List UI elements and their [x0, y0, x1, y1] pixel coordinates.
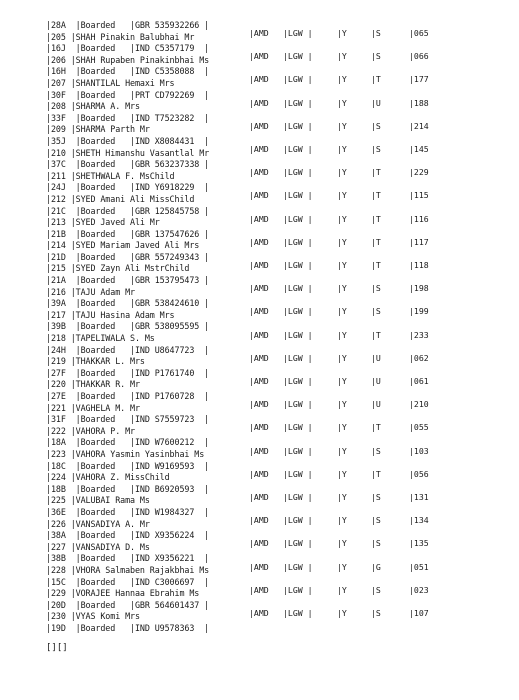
flight-cell-c4: |S: [371, 306, 381, 317]
flight-row: [249, 167, 449, 179]
flight-cell-c3: |Y: [337, 608, 347, 618]
flight-row: [249, 562, 449, 574]
flight-row: [249, 51, 449, 63]
passenger-name-line: |219 |THAKKAR L. Mrs: [46, 356, 145, 367]
flight-cell-c5: |118: [409, 260, 429, 270]
flight-row: [249, 515, 449, 527]
flight-cell-c1: |AMD: [249, 97, 269, 108]
flight-cell-c1: |AMD: [249, 28, 269, 38]
flight-cell-c2: |LGW |: [283, 167, 313, 178]
flight-row: [249, 492, 449, 504]
seat-status-line: |28A |Boarded |GBR 535932266 |: [46, 20, 210, 30]
flight-row: [249, 121, 449, 133]
flight-cell-c2: |LGW |: [283, 74, 313, 85]
flight-cell-c3: |Y: [337, 283, 347, 294]
flight-cell-c3: |Y: [337, 399, 347, 410]
flight-cell-c5: |065: [409, 28, 429, 38]
seat-status-line: |18B |Boarded |IND B6920593 |: [46, 483, 210, 494]
flight-cell-c4: |U: [371, 352, 381, 363]
flight-cell-c4: |S: [371, 28, 381, 38]
passenger-name-line: |229 |VORAJEE Hannaa Ebrahim Ms: [46, 588, 200, 599]
flight-cell-c3: |Y: [337, 74, 347, 85]
flight-row: [249, 585, 449, 597]
flight-cell-c4: |T: [371, 329, 381, 340]
flight-row: [249, 28, 449, 40]
flight-row: [249, 74, 449, 86]
flight-cell-c1: |AMD: [249, 422, 269, 433]
flight-cell-c3: |Y: [337, 492, 347, 502]
seat-status-line: |21C |Boarded |GBR 125845758 |: [46, 205, 210, 216]
flight-cell-c2: |LGW |: [283, 283, 313, 294]
seat-status-line: |39B |Boarded |GBR 538095595 |: [46, 321, 210, 332]
seat-status-line: |21D |Boarded |GBR 557249343 |: [46, 251, 210, 262]
flight-cell-c2: |LGW |: [283, 584, 313, 595]
seat-status-line: |15C |Boarded |IND C3006697 |: [46, 576, 210, 587]
flight-cell-c1: |AMD: [249, 352, 269, 363]
flight-cell-c1: |AMD: [249, 51, 269, 62]
flight-cell-c3: |Y: [337, 120, 347, 131]
flight-cell-c3: |Y: [337, 97, 347, 108]
flight-cell-c4: |T: [371, 74, 381, 85]
flight-cell-c1: |AMD: [249, 329, 269, 340]
flight-row: [249, 422, 449, 434]
flight-cell-c3: |Y: [337, 538, 347, 549]
passenger-name-line: |207 |SHANTILAL Hemaxi Mrs: [46, 77, 175, 88]
passenger-name-line: |216 |TAJU Adam Mr: [46, 286, 135, 297]
passenger-name-line: |206 |SHAH Rupaben Pinakinbhai Ms: [46, 54, 210, 65]
seat-status-line: |21A |Boarded |GBR 153795473 |: [46, 275, 210, 286]
flight-cell-c1: |AMD: [249, 190, 269, 201]
flight-cell-c2: |LGW |: [283, 515, 313, 526]
flight-cell-c4: |S: [371, 120, 381, 131]
flight-row: [249, 260, 449, 272]
passenger-name-line: |209 |SHARMA Parth Mr: [46, 124, 150, 135]
flight-cell-c5: |198: [409, 283, 429, 294]
flight-cell-c4: |S: [371, 608, 381, 618]
seat-status-line: |21B |Boarded |GBR 137547626 |: [46, 228, 210, 239]
flight-cell-c4: |T: [371, 213, 381, 224]
flight-cell-c4: |T: [371, 468, 381, 479]
flight-cell-c5: |135: [409, 538, 429, 549]
flight-cell-c2: |LGW |: [283, 236, 313, 247]
flight-row: [249, 376, 449, 388]
flight-row: [249, 214, 449, 226]
flight-cell-c3: |Y: [337, 51, 347, 62]
flight-cell-c3: |Y: [337, 190, 347, 201]
footer-mark: [][]: [46, 643, 68, 653]
flight-cell-c1: |AMD: [249, 468, 269, 479]
passenger-column: [46, 20, 251, 634]
flight-cell-c4: |T: [371, 190, 381, 201]
flight-cell-c2: |LGW |: [283, 51, 313, 62]
flight-cell-c1: |AMD: [249, 144, 269, 154]
flight-cell-c1: |AMD: [249, 399, 269, 410]
flight-cell-c4: |T: [371, 236, 381, 247]
flight-cell-c2: |LGW |: [283, 28, 313, 38]
flight-cell-c5: |062: [409, 352, 429, 363]
flight-cell-c5: |107: [409, 608, 429, 618]
flight-row: [249, 144, 449, 156]
flight-cell-c4: |S: [371, 538, 381, 549]
passenger-name-line: |211 |SHETHWALA F. MsChild: [46, 170, 175, 181]
passenger-name-line: |223 |VAHORA Yasmin Yasinbhai Ms: [46, 448, 205, 459]
flight-cell-c5: |210: [409, 399, 429, 410]
flight-cell-c3: |Y: [337, 329, 347, 340]
flight-cell-c2: |LGW |: [283, 445, 313, 456]
flight-row: [249, 353, 449, 365]
flight-cell-c1: |AMD: [249, 608, 269, 618]
flight-cell-c2: |LGW |: [283, 561, 313, 572]
flight-cell-c1: |AMD: [249, 515, 269, 526]
seat-status-line: |27E |Boarded |IND P1760728 |: [46, 391, 210, 401]
passenger-name-line: |215 |SYED Zayn Ali MstrChild: [46, 263, 190, 274]
flight-cell-c4: |S: [371, 51, 381, 62]
flight-cell-c1: |AMD: [249, 306, 269, 317]
flight-cell-c3: |Y: [337, 422, 347, 433]
flight-cell-c3: |Y: [337, 167, 347, 178]
flight-cell-c3: |Y: [337, 213, 347, 224]
flight-cell-c2: |LGW |: [283, 97, 313, 108]
flight-cell-c1: |AMD: [249, 561, 269, 572]
flight-cell-c4: |U: [371, 97, 381, 108]
flight-cell-c2: |LGW |: [283, 213, 313, 224]
flight-row: [249, 98, 449, 110]
seat-status-line: |24J |Boarded |IND Y6918229 |: [46, 182, 210, 193]
seat-status-line: |38A |Boarded |IND X9356224 |: [46, 530, 210, 541]
seat-status-line: |19D |Boarded |IND U9578363 |: [46, 622, 210, 633]
flight-cell-c2: |LGW |: [283, 399, 313, 410]
flight-cell-c1: |AMD: [249, 492, 269, 502]
passenger-name-line: |220 |THAKKAR R. Mr: [46, 379, 140, 390]
flight-row: [249, 399, 449, 411]
seat-status-line: |36E |Boarded |IND W1984327 |: [46, 506, 210, 517]
flight-cell-c1: |AMD: [249, 584, 269, 595]
flight-cell-c5: |229: [409, 167, 429, 178]
flight-cell-c5: |199: [409, 306, 429, 317]
seat-status-line: |20D |Boarded |GBR 564601437 |: [46, 599, 210, 610]
flight-cell-c3: |Y: [337, 28, 347, 38]
flight-cell-c1: |AMD: [249, 260, 269, 270]
seat-status-line: |16H |Boarded |IND C5358088 |: [46, 66, 210, 77]
flight-cell-c3: |Y: [337, 584, 347, 595]
flight-cell-c2: |LGW |: [283, 422, 313, 433]
seat-status-line: |39A |Boarded |GBR 538424610 |: [46, 298, 210, 309]
flight-cell-c4: |S: [371, 515, 381, 526]
flight-cell-c2: |LGW |: [283, 376, 313, 386]
seat-status-line: |33F |Boarded |IND T7523282 |: [46, 112, 210, 123]
flight-cell-c4: |S: [371, 144, 381, 154]
passenger-name-line: |222 |VAHORA P. Mr: [46, 425, 135, 436]
flight-cell-c2: |LGW |: [283, 329, 313, 340]
flight-row: [249, 306, 449, 318]
flight-cell-c5: |214: [409, 120, 429, 131]
seat-status-line: |18A |Boarded |IND W7600212 |: [46, 437, 210, 448]
flight-cell-c3: |Y: [337, 515, 347, 526]
passenger-name-line: |210 |SHETH Himanshu Vasantlal Mr: [46, 147, 210, 158]
flight-cell-c2: |LGW |: [283, 608, 313, 618]
passenger-name-line: |230 |VYAS Komi Mrs: [46, 611, 140, 622]
flight-cell-c3: |Y: [337, 144, 347, 154]
flight-cell-c2: |LGW |: [283, 120, 313, 131]
flight-row: [249, 283, 449, 295]
flight-cell-c5: |115: [409, 190, 429, 201]
flight-cell-c4: |U: [371, 376, 381, 386]
flight-row: [249, 469, 449, 481]
flight-cell-c4: |S: [371, 283, 381, 294]
flight-cell-c5: |131: [409, 492, 429, 502]
flight-cell-c5: |066: [409, 51, 429, 62]
passenger-name-line: |208 |SHARMA A. Mrs: [46, 101, 140, 112]
flight-cell-c1: |AMD: [249, 538, 269, 549]
flight-cell-c5: |145: [409, 144, 429, 154]
flight-row: [249, 190, 449, 202]
flight-cell-c2: |LGW |: [283, 144, 313, 154]
flight-cell-c3: |Y: [337, 352, 347, 363]
passenger-name-line: |214 |SYED Mariam Javed Ali Mrs: [46, 240, 200, 251]
passenger-name-line: |225 |VALUBAI Rama Ms: [46, 495, 150, 506]
flight-cell-c5: |051: [409, 561, 429, 572]
passenger-name-line: |213 |SYED Javed Ali Mr: [46, 217, 160, 228]
seat-status-line: |37C |Boarded |GBR 563237338 |: [46, 159, 210, 170]
flight-cell-c4: |T: [371, 422, 381, 433]
passenger-name-line: |228 |VHORA Salmaben Rajakbhai Ms: [46, 564, 210, 575]
seat-status-line: |27F |Boarded |IND P1761740 |: [46, 367, 210, 378]
flight-cell-c3: |Y: [337, 561, 347, 572]
flight-cell-c2: |LGW |: [283, 492, 313, 502]
flight-cell-c5: |055: [409, 422, 429, 433]
flight-cell-c2: |LGW |: [283, 260, 313, 270]
flight-cell-c1: |AMD: [249, 120, 269, 131]
flight-cell-c1: |AMD: [249, 445, 269, 456]
flight-row: [249, 330, 449, 342]
flight-cell-c1: |AMD: [249, 283, 269, 294]
flight-cell-c5: |061: [409, 376, 429, 386]
flight-cell-c5: |134: [409, 515, 429, 526]
flight-cell-c4: |U: [371, 399, 381, 410]
flight-cell-c2: |LGW |: [283, 352, 313, 363]
seat-status-line: |30F |Boarded |PRT CD792269 |: [46, 89, 210, 100]
flight-cell-c2: |LGW |: [283, 306, 313, 317]
flight-cell-c2: |LGW |: [283, 468, 313, 479]
flight-cell-c3: |Y: [337, 306, 347, 317]
flight-cell-c5: |117: [409, 236, 429, 247]
passenger-name-line: |212 |SYED Amani Ali MissChild: [46, 193, 195, 204]
flight-cell-c3: |Y: [337, 468, 347, 479]
flight-cell-c4: |S: [371, 584, 381, 595]
passenger-name-line: |227 |VANSADIYA D. Ms: [46, 541, 150, 552]
passenger-name-line: |224 |VAHORA Z. MissChild: [46, 472, 170, 483]
seat-status-line: |18C |Boarded |IND W9169593 |: [46, 460, 210, 471]
flight-cell-c3: |Y: [337, 445, 347, 456]
flight-cell-c3: |Y: [337, 376, 347, 386]
seat-status-line: |24H |Boarded |IND U8647723 |: [46, 344, 210, 355]
flight-row: [249, 608, 449, 620]
flight-cell-c3: |Y: [337, 236, 347, 247]
flight-cell-c4: |S: [371, 492, 381, 502]
passenger-name-line: |218 |TAPELIWALA S. Ms: [46, 333, 155, 344]
flight-cell-c1: |AMD: [249, 236, 269, 247]
flight-row: [249, 538, 449, 550]
seat-status-line: |35J |Boarded |IND X8084431 |: [46, 135, 210, 146]
passenger-name-line: |221 |VAGHELA M. Mr: [46, 402, 140, 413]
passenger-name-line: |226 |VANSADIYA A. Mr: [46, 518, 150, 529]
flight-cell-c5: |056: [409, 468, 429, 479]
flight-cell-c2: |LGW |: [283, 190, 313, 201]
flight-cell-c4: |G: [371, 561, 381, 572]
flight-cell-c3: |Y: [337, 260, 347, 270]
flight-cell-c1: |AMD: [249, 213, 269, 224]
flight-cell-c5: |188: [409, 97, 429, 108]
flight-cell-c4: |T: [371, 260, 381, 270]
passenger-name-line: |217 |TAJU Hasina Adam Mrs: [46, 309, 175, 320]
seat-status-line: |16J |Boarded |IND C5357179 |: [46, 43, 210, 54]
flight-row: [249, 237, 449, 249]
flight-row: [249, 446, 449, 458]
flight-cell-c4: |S: [371, 445, 381, 456]
flight-cell-c1: |AMD: [249, 376, 269, 386]
flight-cell-c5: |103: [409, 445, 429, 456]
seat-status-line: |38B |Boarded |IND X9356221 |: [46, 553, 210, 564]
flight-cell-c1: |AMD: [249, 74, 269, 85]
flight-cell-c5: |116: [409, 213, 429, 224]
flight-cell-c5: |177: [409, 74, 429, 85]
flight-cell-c5: |023: [409, 584, 429, 595]
flight-cell-c4: |T: [371, 167, 381, 178]
flight-cell-c5: |233: [409, 329, 429, 340]
passenger-name-line: |205 |SHAH Pinakin Balubhai Mr: [46, 31, 195, 42]
flight-cell-c1: |AMD: [249, 167, 269, 178]
seat-status-line: |31F |Boarded |IND S7559723 |: [46, 414, 210, 425]
flight-cell-c2: |LGW |: [283, 538, 313, 549]
